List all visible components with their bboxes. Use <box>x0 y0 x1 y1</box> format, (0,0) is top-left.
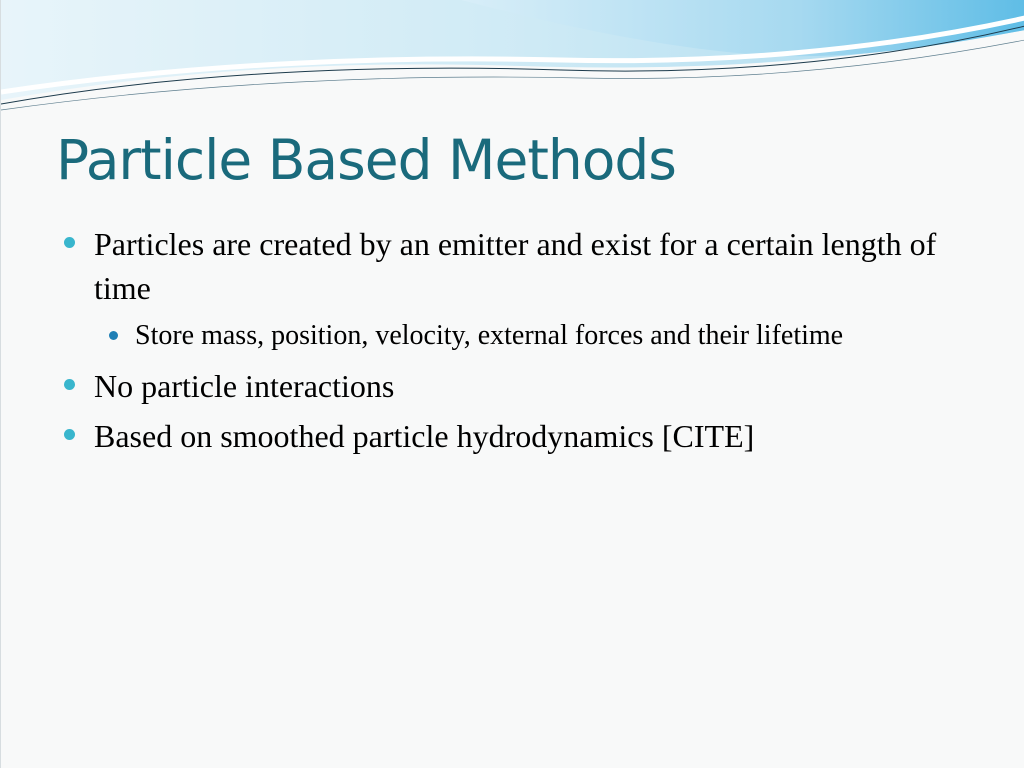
bullet-text: Based on smoothed particle hydrodynamics [CITE] <box>94 418 755 454</box>
bullet-item <box>61 222 961 310</box>
bullet-text: No particle interactions <box>94 368 395 404</box>
slide-content <box>61 222 961 464</box>
header-wave-decoration <box>1 0 1024 130</box>
sub-bullet-item <box>61 316 961 356</box>
bullet-item <box>61 364 961 408</box>
bullet-dot-icon <box>64 379 75 390</box>
sub-bullet-dot-icon <box>109 331 118 340</box>
bullet-text: Particles are created by an emitter and exist for a certain length of time <box>94 226 937 306</box>
bullet-dot-icon <box>64 237 75 248</box>
bullet-item <box>61 414 961 458</box>
bullet-dot-icon <box>64 429 75 440</box>
slide-title: Particle Based Methods <box>56 128 676 192</box>
sub-bullet-text: Store mass, position, velocity, external forces and their lifetime <box>135 320 844 351</box>
